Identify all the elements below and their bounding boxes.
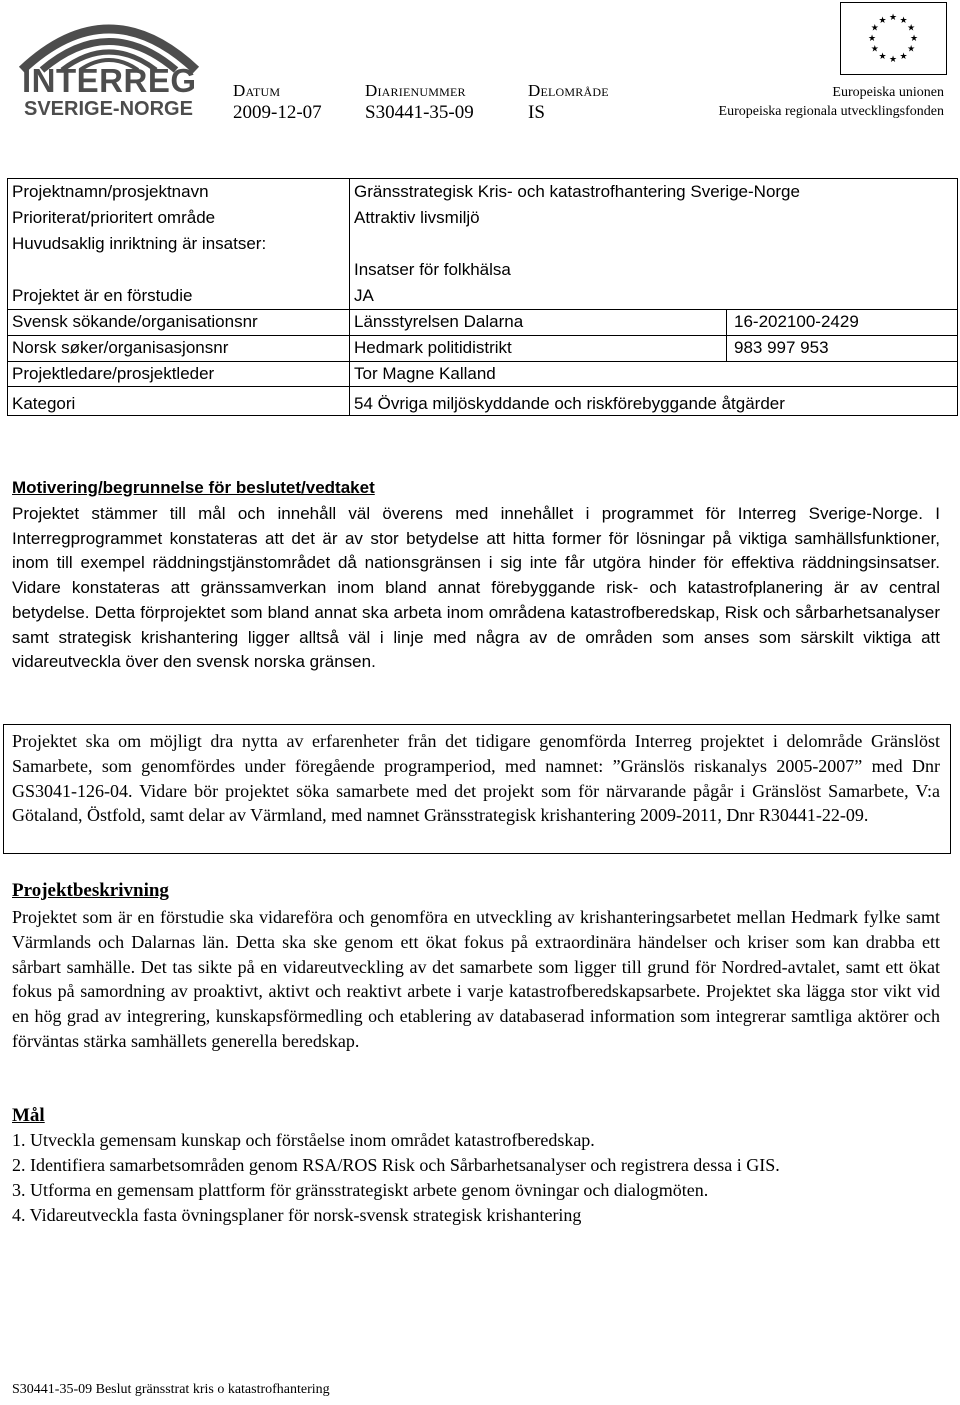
diarienummer-value: S30441-35-09 bbox=[365, 102, 474, 123]
eu-star-icon: ★ bbox=[870, 23, 879, 34]
eu-line-2: Europeiska regionala utvecklingsfonden bbox=[718, 104, 944, 119]
row-key: Projektledare/prosjektleder bbox=[12, 364, 215, 383]
interreg-logo bbox=[14, 8, 204, 123]
mal-item-4: 4. Vidareutveckla fasta övningsplaner för norsk-svensk strategisk krishantering bbox=[12, 1205, 582, 1225]
table-divider bbox=[8, 335, 957, 336]
row-key: Svensk sökande/organisationsnr bbox=[12, 312, 258, 331]
row-number: 16-202100-2429 bbox=[734, 312, 859, 331]
header-diarienummer bbox=[365, 80, 474, 124]
row-key: Projektnamn/prosjektnavn bbox=[12, 182, 209, 201]
motivering-text: Projektet stämmer till mål och innehåll väl överens med innehållet i programmet för Interreg Sverige-Norge. I Interregprogrammet konstateras att det är av stor betydelse att hitta former för lösningar på viktiga samhällsfunktioner, inom till exempel räddningstjänstområdet då nationsgränsen i sig inte får utgöra hinder för effektiva räddningsinsatser. Vidare konstateras att gränssamverkan inom bland annat förebyggande risk- och katastrofplanering är av central betydelse. Detta förprojektet som bland annat ska arbeta inom områdena katastrofberedskap, Risk och sårbarhetsanalyser samt strategisk krishantering ligger alltså väl i linje med några av de områden som anses som särskilt viktiga att vidareutveckla över den svensk norska gränsen. bbox=[12, 504, 940, 672]
eu-star-icon: ★ bbox=[907, 44, 916, 55]
row-value: JA bbox=[354, 286, 374, 305]
table-divider bbox=[8, 386, 957, 387]
reference-text: Projektet ska om möjligt dra nytta av erfarenheter från det tidigare genomförda Interreg projektet i delområde Gränslöst Samarbete, som genomfördes under föregående programperiod, med namnet: ”Gränslös riskanalys 2005-2007” med Dnr GS3041-126-04. Vidare bör projektet söka samarbete med det projekt som för närvarande pågår i Gränslöst Samarbete, V:a Götaland, Östfold, samt delar av Värmland, med namnet Gränsstrategisk krishantering 2009-2011, Dnr R30441-22-09. bbox=[12, 731, 940, 826]
delomrade-label: Delområde bbox=[528, 81, 609, 100]
eu-text bbox=[719, 83, 944, 121]
eu-flag-icon bbox=[840, 2, 947, 75]
eu-star-icon: ★ bbox=[888, 13, 898, 23]
row-value: 54 Övriga miljöskyddande och riskförebyggande åtgärder bbox=[354, 394, 785, 413]
mal-item-1: 1. Utveckla gemensam kunskap och förståelse inom området katastrofberedskap. bbox=[12, 1130, 595, 1150]
row-value: Insatser för folkhälsa bbox=[354, 260, 511, 279]
row-key: Norsk søker/organisasjonsnr bbox=[12, 338, 229, 357]
row-key: Huvudsaklig inriktning är insatser: bbox=[12, 234, 267, 253]
eu-star-icon: ★ bbox=[888, 55, 898, 65]
datum-value: 2009-12-07 bbox=[233, 102, 322, 123]
row-number: 983 997 953 bbox=[734, 338, 829, 357]
mal-item-3: 3. Utforma en gemensam plattform för gränsstrategiskt arbete genom övningar och dialogmöten. bbox=[12, 1180, 709, 1200]
diarienummer-label: Diarienummer bbox=[365, 81, 466, 100]
eu-star-icon: ★ bbox=[909, 34, 919, 44]
eu-star-icon: ★ bbox=[878, 52, 887, 63]
eu-star-icon: ★ bbox=[870, 44, 879, 55]
datum-label: Datum bbox=[233, 81, 281, 100]
row-value: Attraktiv livsmiljö bbox=[354, 208, 480, 227]
row-key: Prioriterat/prioritert område bbox=[12, 208, 216, 227]
eu-star-icon: ★ bbox=[867, 34, 877, 44]
row-value: Tor Magne Kalland bbox=[354, 364, 496, 383]
info-table bbox=[7, 178, 958, 416]
row-key: Projektet är en förstudie bbox=[12, 286, 193, 305]
eu-star-icon: ★ bbox=[899, 52, 908, 63]
mal-item-2: 2. Identifiera samarbetsområden genom RSA/ROS Risk och Sårbarhetsanalyser och registrera dessa i GIS. bbox=[12, 1155, 780, 1175]
row-value: Länsstyrelsen Dalarna bbox=[354, 312, 524, 331]
logo-text-sub: SVERIGE-NORGE bbox=[24, 98, 193, 120]
motivering-heading: Motivering/begrunnelse för beslutet/vedtaket bbox=[12, 478, 375, 497]
logo-text-main: INTERREG bbox=[22, 62, 197, 99]
projektbeskrivning-text: Projektet som är en förstudie ska vidareföra och genomföra en utveckling av krishanteringsarbetet mellan Hedmark fylke samt Värmlands och Dalarnas län. Detta ska ske genom ett ökat fokus på extraordinära händelser och kriser som kan drabba ett sårbart samhälle. Det tas sikte på en vidareutveckling av det samarbete som ligger till grund för Nordred-avtalet, samt ett ökat fokus på samordning av proaktivt, aktivt och reaktivt arbete i varje katastrofberedskapsarbete. Projektet ska lägga stor vikt vid en hög grad av integrering, kunskapsförmedling och etablering av databaserad information som integrerar samtliga aktörer och förväntas stärka samhällets generella beredskap. bbox=[12, 907, 940, 1051]
eu-line-1: Europeiska unionen bbox=[832, 85, 944, 100]
eu-star-icon: ★ bbox=[878, 15, 887, 26]
projektbeskrivning-heading: Projektbeskrivning bbox=[12, 880, 169, 901]
eu-star-icon: ★ bbox=[907, 23, 916, 34]
header-delomrade bbox=[528, 80, 609, 124]
row-value: Gränsstrategisk Kris- och katastrofhantering Sverige-Norge bbox=[354, 182, 800, 201]
eu-star-icon: ★ bbox=[899, 15, 908, 26]
header-datum bbox=[233, 80, 322, 124]
mal-heading: Mål bbox=[12, 1105, 45, 1126]
table-divider bbox=[8, 361, 957, 362]
row-value: Hedmark politidistrikt bbox=[354, 338, 512, 357]
row-key: Kategori bbox=[12, 394, 76, 413]
table-divider bbox=[8, 309, 957, 310]
page-footer: S30441-35-09 Beslut gränsstrat kris o katastrofhantering bbox=[12, 1382, 330, 1397]
table-divider bbox=[349, 179, 350, 415]
delomrade-value: IS bbox=[528, 102, 545, 123]
